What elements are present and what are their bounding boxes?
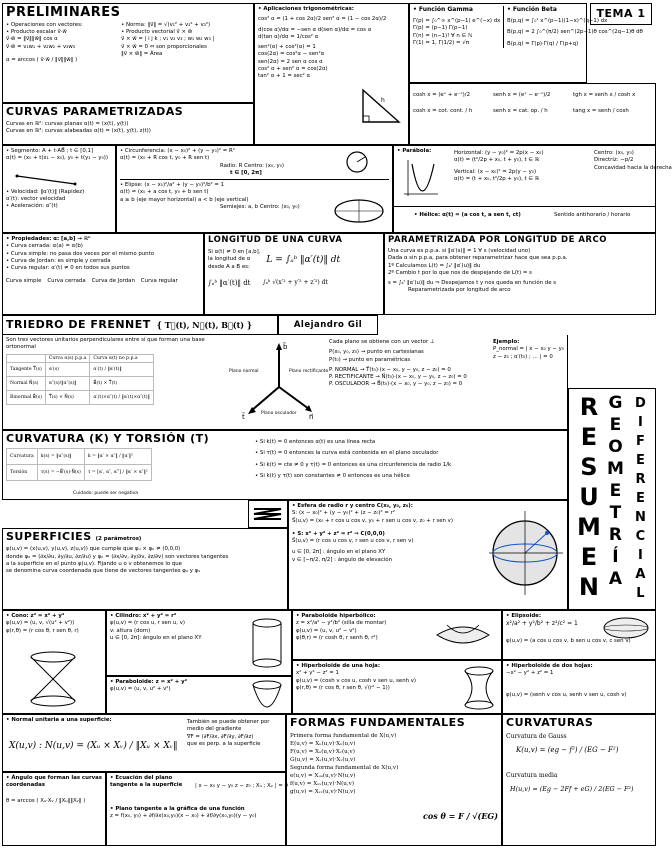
- esfera-line: v ∈ [−π/2, π/2] : ángulo de elevación: [292, 556, 393, 563]
- longitud-formula-3: ∫ₐᵇ √(x′² + y′² + z′²) dt: [262, 278, 328, 286]
- elipsoide-section: [502, 610, 656, 660]
- propiedades-section: [2, 233, 204, 315]
- media-title: Curvatura media: [506, 771, 558, 779]
- superficies-line: φ(u,v) = (x(u,v), y(u,v), z(u,v)) que cumple que φᵤ × φᵥ ≠ (0,0,0): [6, 546, 181, 553]
- frenet-title: TRIEDRO DE FRENNET: [6, 318, 151, 332]
- trig-line: tan² α + 1 = sec² α: [258, 73, 311, 80]
- curvatura-line: • Si k(t) = 0 entonces α(t) es una línea recta: [255, 439, 376, 445]
- diferencial-letter: L: [636, 586, 645, 601]
- diferencial-letter: F: [636, 434, 645, 449]
- hyperbolic-line: senh x = cat. op. / h: [493, 108, 548, 115]
- hiperboloide2-line: φ(u,v) = (senh v cos u, senh v sen u, cosh v): [506, 691, 627, 698]
- elipsoide-line: • Elipsoide:: [506, 613, 541, 619]
- frenet-title-section: [2, 315, 278, 335]
- plane-line: P. OSCULADOR → B⃗(t₀)·(x − x₀, y − y₀, z − z₀) = 0: [329, 381, 463, 388]
- diferencial-letter: R: [635, 472, 646, 487]
- param-arco-line: 2º Cambio t por lo que nos de despejando de L(t) = s: [388, 269, 532, 276]
- diferencial-letter: I: [638, 548, 643, 563]
- table-cell: k = ‖α′ × α″‖ / ‖α′‖³: [84, 448, 151, 464]
- table-cell: Curvatura: [7, 448, 38, 464]
- hiperboloide1-line: • Hiperboloide de una hoja:: [296, 663, 380, 669]
- prelim-line: v⃗·w⃗ = v₁w₁ + v₂w₂ + v₃w₃: [6, 43, 75, 50]
- param-arco-line: Reparametrizada por longitud de arco: [408, 287, 511, 294]
- normal-title: • Normal unitaria a una superficie:: [6, 717, 112, 723]
- segmento-line: α(t) = (x₀ + t(x₁ − x₀), y₀ + t(y₁ − y₀)): [6, 155, 108, 162]
- geometria-letter: O: [608, 437, 623, 457]
- curvatura-line: • Si τ(t) = 0 entonces la curva está contenida en el plano osculador: [255, 450, 439, 457]
- table-header-cell: [7, 354, 46, 362]
- segmento-line: α′(t): vector velocidad: [6, 195, 66, 202]
- diferencial-word: [635, 397, 646, 600]
- parabola-line: α(t) = (t + x₀, t²/2p + y₀), t ∈ ℝ: [454, 175, 540, 182]
- frenet-table: [6, 354, 154, 405]
- formas-second-line: e(u,v) = Xᵤᵤ(u,v)·N(u,v): [290, 773, 356, 780]
- example-formula: P_normal = | x − x₀ y − y₀ z − z₀ ; α′(t₀) ; … | = 0: [493, 346, 564, 360]
- parabola-line: Directriz: −p/2: [594, 157, 634, 164]
- geometria-letter: R: [608, 525, 622, 545]
- curvas-param-line: Curvas en ℝ³: curvas alabeadas α(t) = (x(t), y(t), z(t)): [6, 127, 151, 134]
- diferencial-letter: N: [635, 510, 646, 525]
- prelim-line: • Operaciones con vectores:: [6, 21, 83, 28]
- propiedades-line: • Curva cerrada: α(a) = α(b): [6, 243, 83, 250]
- prelim-line: • Norma: ‖v⃗‖ = √(v₁² + v₂² + v₃²): [121, 21, 211, 28]
- diferencial-letter: I: [638, 415, 643, 430]
- hyperbolic-line: senh x = (eˣ − e⁻ˣ)/2: [493, 92, 551, 98]
- diferencial-letter: D: [635, 396, 646, 411]
- frenet-intro: Son tres vectores unitarios perpendiculares entre sí que forman una base ortonormal: [6, 337, 205, 351]
- curvatura-table: [6, 448, 152, 481]
- cilindro-line: • Cilindro: x² + y² = r²: [110, 613, 177, 619]
- trig-line: d(cos α)/dα = −sen α d(sen α)/dα = cos α: [258, 26, 372, 33]
- formas-cos: cos θ = F / √(EG): [423, 811, 499, 821]
- trig-title: • Aplicaciones trigonométricas:: [258, 6, 354, 12]
- triedro-label-t: t⃗: [242, 413, 245, 421]
- geometria-letter: A: [608, 569, 623, 589]
- plane-label: Plano normal: [229, 369, 259, 374]
- curvatura-section: [2, 430, 568, 500]
- formas-first-title: Primera forma fundamental de X(u,v): [290, 732, 397, 739]
- param-arco-line: Dada α sin p.p.a, para obtener reparametrizar hace que sea p.p.a.: [388, 255, 568, 262]
- longitud-title: LONGITUD DE UNA CURVA: [208, 235, 343, 245]
- trig-line: cos(2α) = cos²α − sen²α: [258, 51, 325, 58]
- diferencial-letter: A: [635, 567, 646, 582]
- parabola-line: Concavidad hacia la derecha: [594, 164, 672, 171]
- trig-line: cos² α = (1 + cos 2α)/2 sen² α = (1 − cos 2α)/2: [258, 16, 387, 23]
- circ-line: t ∈ [0, 2π]: [230, 169, 262, 176]
- longitud-formula-2: ∫ₐᵇ ‖α′(t)‖ dt: [208, 278, 251, 287]
- hyperboloid-one-diagram: [459, 665, 499, 711]
- resumen-letter: E: [580, 543, 598, 571]
- hiperboloide2-section: [502, 660, 656, 714]
- table-header-cell: Curva α(s) p.p.a: [45, 354, 90, 362]
- saddle-diagram: [433, 615, 493, 655]
- normal-formula: X(u,v) : N(u,v) = (Xᵤ × Xᵥ) / ‖Xᵤ × Xᵥ‖: [9, 741, 178, 751]
- formas-second-line: f(u,v) = Xᵤᵥ(u,v)·N(u,v): [290, 781, 355, 788]
- tema-label: TEMA 1: [596, 7, 646, 21]
- par-hiperbolico-line: φ(u,v) = (u, v, u² − v²): [296, 627, 357, 634]
- media-formula: H(u,v) = (Eg − 2Ff + eG) / 2(EG − F²): [510, 784, 634, 793]
- esfera-line: S⃗(u,v) = (r cos u cos v, r sen u cos v, r sen v): [292, 538, 414, 545]
- helix-icon: [251, 503, 285, 525]
- table-cell: τ(s) = −B⃗′(s)·N⃗(s): [37, 464, 84, 480]
- beta-line: B(p,q) = Γ(p)·Γ(q) / Γ(p+q): [507, 40, 579, 47]
- angulo-line: θ = arccos ( Xᵤ·Xᵥ / ‖Xᵤ‖‖Xᵥ‖ ): [6, 797, 86, 804]
- diferencial-letter: E: [636, 491, 645, 506]
- table-row: [7, 464, 152, 480]
- plano-tangente-section: [106, 772, 286, 846]
- hiperboloide2-line: −x² − y² + z² = 1: [506, 670, 554, 677]
- elipsoide-line: φ(u,v) = (a cos u cos v, b sen u cos v, c sen v): [506, 638, 631, 645]
- paraboloid-diagram: [247, 679, 287, 713]
- esfera-line: • Esfera de radio r y centro C(x₀, y₀, z₀):: [292, 503, 413, 509]
- cono-line: φ(r,θ) = (r cos θ, r sen θ, r): [6, 627, 79, 634]
- table-cell: τ = [α′, α″, α‴] / ‖α′ × α″‖²: [84, 464, 151, 480]
- parabola-line: Horizontal: (y − y₀)² = 2p(x − x₀): [454, 150, 544, 156]
- superficies-section: [2, 528, 288, 610]
- superficies-line: se denomina curva coordenada que tiene de vectores tangentes φᵤ y φᵥ: [6, 568, 201, 575]
- longitud-line: desde A a B es:: [208, 263, 250, 270]
- par-hiperbolico-line: z = x²/a² − y²/b² (silla de montar): [296, 620, 387, 627]
- geometria-letter: E: [609, 415, 622, 435]
- trig-line: cos² α + sen² α = cos(2α): [258, 66, 328, 73]
- superficies-title: SUPERFICIES: [6, 530, 92, 543]
- hyperbolic-section: [409, 83, 656, 145]
- plane-line: P. NORMAL → T⃗(t₀)·(x − x₀, y − y₀, z − z₀) = 0: [329, 366, 451, 373]
- circ-line: • Circunferencia: (x − x₀)² + (y − y₀)² = R²: [120, 148, 235, 154]
- resumen-letter: M: [577, 513, 601, 541]
- cone-diagram: [23, 649, 83, 709]
- table-cell: B⃗(t) × T⃗(t): [90, 376, 153, 390]
- geometria-letter: M: [607, 459, 624, 479]
- curve-type-label: Curva cerrada: [47, 278, 86, 285]
- plano-tangente-line: | x − x₀ y − y₀ z − z₀ ; Xᵤ ; Xᵥ | = 0: [195, 783, 288, 789]
- prelim-line: • Producto escalar v⃗·w⃗: [6, 28, 67, 35]
- plane-line: Cada plano se obtiene con un vector ⊥: [329, 339, 435, 345]
- plano-tangente-line: z = f(x₀, y₀) + ∂f/∂x(x₀,y₀)(x − x₀) + ∂f/∂y(x₀,y₀)(y − y₀): [110, 812, 257, 819]
- param-arco-section: [384, 233, 656, 315]
- frenet-title-vectors: { T⃗(t), N⃗(t), B⃗(t) }: [156, 320, 252, 330]
- helice-line: • Hélice: α(t) = (a cos t, a sen t, ct): [414, 212, 521, 218]
- author-name: Alejandro Gil: [293, 319, 363, 330]
- trig-line: d(tan α)/dα = 1/cos² α: [258, 33, 319, 40]
- plane-line: P(x₀, y₀, z₀) → punto en cartesianas: [329, 349, 424, 356]
- gauss-title: Curvatura de Gauss: [506, 732, 567, 740]
- hyperbolic-line: tgh x = senh x / cosh x: [573, 92, 636, 98]
- propiedades-line: • Curva simple: no pasa dos veces por el mismo punto: [6, 250, 155, 257]
- table-cell: α′(t)×α″(t) / ‖α′(t)×α″(t)‖: [90, 390, 153, 404]
- normal-side-line: También se puede obtener por medio del gradiente: [187, 719, 270, 733]
- triedro-label-n: n⃗: [309, 413, 314, 421]
- param-arco-line: 1º Calculamos L(t) = ∫ₐᵗ ‖α′(u)‖ du: [388, 262, 481, 269]
- segment-diagram: [13, 170, 83, 190]
- hiperboloide1-line: x² + y² − z² = 1: [296, 670, 339, 677]
- parabola-title: • Parábola:: [397, 148, 432, 154]
- frenet-section: [2, 335, 568, 430]
- parabola-line: Vertical: (x − x₀)² = 2p(y − y₀): [454, 168, 537, 175]
- triedro-label-b: b⃗: [283, 343, 288, 351]
- esfera-line: • S: x² + y² + z² = r² ⇒ C(0,0,0): [292, 530, 385, 537]
- curvas-param-title: CURVAS PARAMETRIZADAS: [6, 105, 184, 118]
- table-row: [7, 448, 152, 464]
- plane-line: P. RECTIFICANTE → N⃗(t₀)·(x − x₀, y − y₀, z − z₀) = 0: [329, 374, 467, 381]
- diferencial-letter: C: [635, 529, 646, 544]
- author-section: [278, 315, 378, 335]
- plano-tangente-line: • Ecuación del plano tangente a la superficie: [110, 775, 183, 789]
- beta-line: B(p,q) = 2 ∫₀^(π/2) sen^(2p−1)θ cos^(2q−1)θ dθ: [507, 29, 643, 36]
- plane-label: Plano osculador: [261, 411, 297, 416]
- parabola-line: Centro: (x₀, y₀): [594, 150, 634, 156]
- cilindro-section: [106, 610, 292, 676]
- angulo-line: • Ángulo que forman las curvas coordenadas: [6, 775, 102, 789]
- cono-line: • Cono: z² = x² + y²: [6, 613, 65, 619]
- beta-title: • Función Beta: [507, 6, 557, 13]
- prelim-line: v⃗ × w⃗ = | i j k ; v₁ v₂ v₃ ; w₁ w₂ w₃ |: [121, 36, 215, 43]
- geometria-letter: G: [608, 393, 623, 413]
- geometria-letter: E: [609, 481, 622, 501]
- prelim-line: • Producto vectorial v⃗ × w⃗: [121, 28, 193, 35]
- circ-line: • Elipse: (x − x₀)²/a² + (y − y₀)²/b² = 1: [120, 182, 225, 189]
- formas-first-line: G(u,v) = Xᵥ(u,v)·Xᵥ(u,v): [290, 756, 356, 763]
- resumen-letter: N: [578, 573, 599, 601]
- ellipse-diagram: [331, 196, 387, 226]
- formas-second-line: g(u,v) = Xᵥᵥ(u,v)·N(u,v): [290, 789, 356, 796]
- superficies-line: a la superficie en el punto φ(u,v). Fijando u o v obtenemos lo que: [6, 560, 182, 567]
- geometria-word: [607, 395, 624, 588]
- vertical-title: [568, 388, 656, 610]
- param-arco-line: Una curva es p.p.a. si ‖α′(s)‖ = 1 ∀ s (velocidad uno): [388, 247, 531, 254]
- hiperboloide1-line: φ(u,v) = (cosh v cos u, cosh v sen u, senh v): [296, 677, 417, 684]
- preliminares-section: [2, 3, 254, 103]
- circ-line: Radio: R Centro: (x₀, y₀): [220, 162, 285, 169]
- paraboloide-section: [106, 676, 292, 714]
- gamma-title: • Función Gamma: [413, 6, 473, 13]
- esfera-line: u ∈ [0, 2π] : ángulo en el plano XY: [292, 549, 386, 556]
- curvas-param-section: [2, 103, 254, 145]
- normal-section: [2, 714, 286, 772]
- formas-section: [286, 714, 502, 846]
- curve-type-label: Curva de Jordan: [91, 278, 135, 285]
- table-row: [7, 354, 154, 362]
- longitud-formula: L = ∫ₐᵇ ‖α′(t)‖ dt: [266, 254, 341, 265]
- prelim-line: ‖v⃗ × w⃗‖ = Área: [121, 50, 163, 57]
- curvaturas-title: CURVATURAS: [506, 716, 594, 729]
- helix-icon-section: [248, 500, 288, 528]
- sphere-diagram: [485, 509, 565, 599]
- segmento-line: • Aceleración: α″(t): [6, 203, 58, 210]
- triangle-diagram: [359, 86, 403, 126]
- segmento-section: [2, 145, 116, 233]
- geometria-letter: T: [609, 503, 622, 523]
- table-cell: k(s) = ‖α″(s)‖: [37, 448, 84, 464]
- hiperboloide2-line: • Hiperboloide de dos hojas:: [506, 663, 593, 669]
- cylinder-diagram: [247, 615, 287, 671]
- resumen-letter: S: [580, 453, 598, 481]
- diferencial-letter: E: [636, 453, 645, 468]
- trig-section: [254, 3, 409, 145]
- elipsoide-line: x²/a² + y²/b² + z²/c² = 1: [506, 620, 578, 628]
- cilindro-line: v: altura (dom): [110, 627, 151, 634]
- hiperboloide1-section: [292, 660, 502, 714]
- plane-line: P(t₀) → punto en paramétricas: [329, 356, 411, 363]
- gauss-formula: K(u,v) = (eg − f²) / (EG − F²): [516, 745, 619, 754]
- table-cell: Normal N⃗(s): [7, 376, 46, 390]
- prelim-line: v⃗ × w⃗ = 0 ⇔ son proporcionales: [121, 43, 207, 50]
- curvatura-title: CURVATURA (K) Y TORSIÓN (T): [6, 432, 210, 445]
- hyperbolic-line: tang x = senh / cosh: [573, 108, 629, 115]
- parabola-diagram: [400, 158, 440, 198]
- trig-line: sen²(α) + cos²(α) = 1: [258, 44, 316, 51]
- resumen-letter: U: [579, 483, 599, 511]
- ellipsoid-diagram: [601, 615, 651, 641]
- plane-label: Plano rectificante: [289, 369, 329, 374]
- curvatura-line: • Si k(t) y τ(t) son constantes ≠ 0 entonces es una hélice: [255, 472, 410, 479]
- table-cell: α″(s)/‖α″(s)‖: [45, 376, 90, 390]
- superficies-subtitle: (2 parámetros): [95, 536, 142, 542]
- table-cell: α′(t) / ‖α′(t)‖: [90, 362, 153, 376]
- longitud-section: [204, 233, 384, 315]
- longitud-line: la longitud de α: [208, 256, 251, 263]
- esfera-line: S⃗(u,v) = (x₀ + r cos u cos v, y₀ + r sen u cos v, z₀ + r sen v): [292, 517, 453, 524]
- prelim-line: α = arccos ( v⃗·w⃗ / ‖v⃗‖‖w⃗‖ ): [6, 56, 78, 63]
- circle-diagram: [345, 150, 369, 174]
- segmento-line: • Segmento: A + t·AB⃗ ; t ∈ [0,1]: [6, 148, 94, 154]
- formas-first-line: F(u,v) = Xᵤ(u,v)·Xᵥ(u,v): [290, 748, 355, 755]
- gamma-line: Γ(p) = ∫₀^∞ x^(p−1) e^(−x) dx: [413, 18, 501, 25]
- parabola-section: [393, 145, 672, 233]
- preliminares-title: PRELIMINARES: [6, 5, 121, 20]
- gamma-line: Γ(p) = (p−1) Γ(p−1): [413, 25, 468, 32]
- propiedades-line: • Curva de Jordan: es simple y cerrada: [6, 257, 111, 264]
- paraboloide-line: • Paraboloide: z = x² + y²: [110, 679, 187, 685]
- cono-line: φ(u,v) = (u, v, √(u² + v²)): [6, 620, 75, 627]
- tema-badge: [590, 3, 652, 25]
- param-arco-title: PARAMETRIZADA POR LONGITUD DE ARCO: [388, 235, 607, 245]
- table-header-cell: Curva α(t) no p.p.a: [90, 354, 153, 362]
- gamma-line: Γ(1) = 1, Γ(1/2) = √π: [413, 39, 469, 46]
- propiedades-line: • Curva regular: α′(t) ≠ 0 en todos sus puntos: [6, 265, 130, 272]
- curve-type-label: Curva regular: [140, 278, 178, 285]
- formas-title: FORMAS FUNDAMENTALES: [290, 716, 466, 729]
- table-cell: Binormal B⃗(s): [7, 390, 46, 404]
- circ-line: Semiejes: a, b Centro: (x₀, y₀): [220, 204, 300, 211]
- triedro-diagram: [239, 339, 319, 421]
- curvatura-line: • Si k(t) = cte ≠ 0 y τ(t) = 0 entonces es una circunferencia de radio 1/k: [255, 461, 452, 468]
- normal-side-line: ∇F = (∂F/∂x, ∂F/∂y, ∂F/∂z): [187, 733, 254, 740]
- superficies-line: donde φᵤ = (∂x/∂u, ∂y/∂u, ∂z/∂u) y φᵥ = (∂x/∂v, ∂y/∂v, ∂z/∂v) son vectores tangentes: [6, 553, 229, 560]
- resumen-letter: R: [579, 393, 599, 421]
- table-row: [7, 376, 154, 390]
- plano-tangente-line: • Plano tangente a la gráfica de una función: [110, 805, 245, 812]
- segmento-line: • Velocidad: ‖α′(t)‖ (Rapidez): [6, 188, 85, 195]
- paraboloide-line: φ(u,v) = (u, v, u² + v²): [110, 686, 171, 693]
- resumen-word: [577, 395, 601, 599]
- table-cell: Tangente T⃗(s): [7, 362, 46, 376]
- curve-type-label: Curva simple: [6, 278, 42, 285]
- par-hiperbolico-line: • Paraboloide hiperbólico:: [296, 613, 376, 619]
- curvatura-note: Cuidado: puede ser negativa: [73, 491, 139, 496]
- formas-second-title: Segunda forma fundamental de X(u,v): [290, 764, 399, 771]
- example-label: Ejemplo:: [493, 339, 520, 345]
- cono-section: [2, 610, 106, 714]
- parabola-line: α(t) = (t²/2p + x₀, t + y₀), t ∈ ℝ: [454, 157, 540, 164]
- esfera-section: [288, 500, 568, 610]
- longitud-line: Si α(t) ≠ 0 en [a,b],: [208, 248, 261, 255]
- param-arco-line: s = ∫ₐᵗ ‖α′(u)‖ du ⇒ Despejamos t y nos queda en función de s: [388, 280, 557, 287]
- hiperboloide1-line: φ(r,θ) = (r cos θ, r sen θ, √(r² − 1)): [296, 684, 390, 691]
- cilindro-line: φ(u,v) = (r cos u, r sen u, v): [110, 620, 186, 627]
- circunferencia-section: [116, 145, 393, 233]
- table-cell: T⃗(s) × N⃗(s): [45, 390, 90, 404]
- par-hiperbolico-line: φ(θ,r) = (r cosh θ, r senh θ, r²): [296, 634, 378, 641]
- circ-line: α(t) = (x₀ + a cos t, y₀ + b sen t): [120, 189, 209, 196]
- gamma-line: Γ(n) = (n−1)! ∀ n ∈ ℕ: [413, 32, 473, 39]
- beta-line: B(p,q) = ∫₀¹ x^(p−1)(1−x)^(q−1) dx: [507, 18, 608, 25]
- propiedades-line: • Propiedades: α: [a,b] → ℝⁿ: [6, 236, 91, 242]
- trig-line: sen(2α) = 2 sen α cos α: [258, 58, 323, 65]
- normal-side-line: que es perp. a la superficie: [187, 740, 261, 747]
- table-row: [7, 390, 154, 404]
- triangle-label: h: [381, 97, 385, 104]
- angulo-section: [2, 772, 106, 846]
- curvas-param-line: Curvas en ℝ²: curvas planas α(t) = (x(t), y(t)): [6, 120, 129, 127]
- geometria-letter: Í: [612, 547, 619, 567]
- circ-line: α(t) = (x₀ + R cos t, y₀ + R sen t): [120, 155, 210, 162]
- prelim-line: v⃗·w⃗ = ‖v⃗‖‖w⃗‖ cos α: [6, 36, 58, 43]
- esfera-line: S: (x − x₀)² + (y − y₀)² + (z − z₀)² = r²: [292, 510, 395, 517]
- table-row: [7, 362, 154, 376]
- hyperbolic-line: cosh x = (eˣ + e⁻ˣ)/2: [413, 92, 470, 98]
- hyperbolic-line: cosh x = cot. cont. / h: [413, 108, 473, 115]
- curvaturas-section: [502, 714, 656, 846]
- helice-note: Sentido antihorario / horario: [554, 212, 631, 218]
- cilindro-line: u ∈ [0, 2π]: ángulo en el plano XY: [110, 634, 202, 641]
- resumen-letter: E: [580, 423, 598, 451]
- table-cell: Torsión: [7, 464, 38, 480]
- formas-first-line: E(u,v) = Xᵤ(u,v)·Xᵤ(u,v): [290, 740, 356, 747]
- circ-line: a ≥ b (eje mayor horizontal) a < b (eje vertical): [120, 196, 249, 203]
- table-cell: α′(s): [45, 362, 90, 376]
- par-hiperbolico-section: [292, 610, 502, 660]
